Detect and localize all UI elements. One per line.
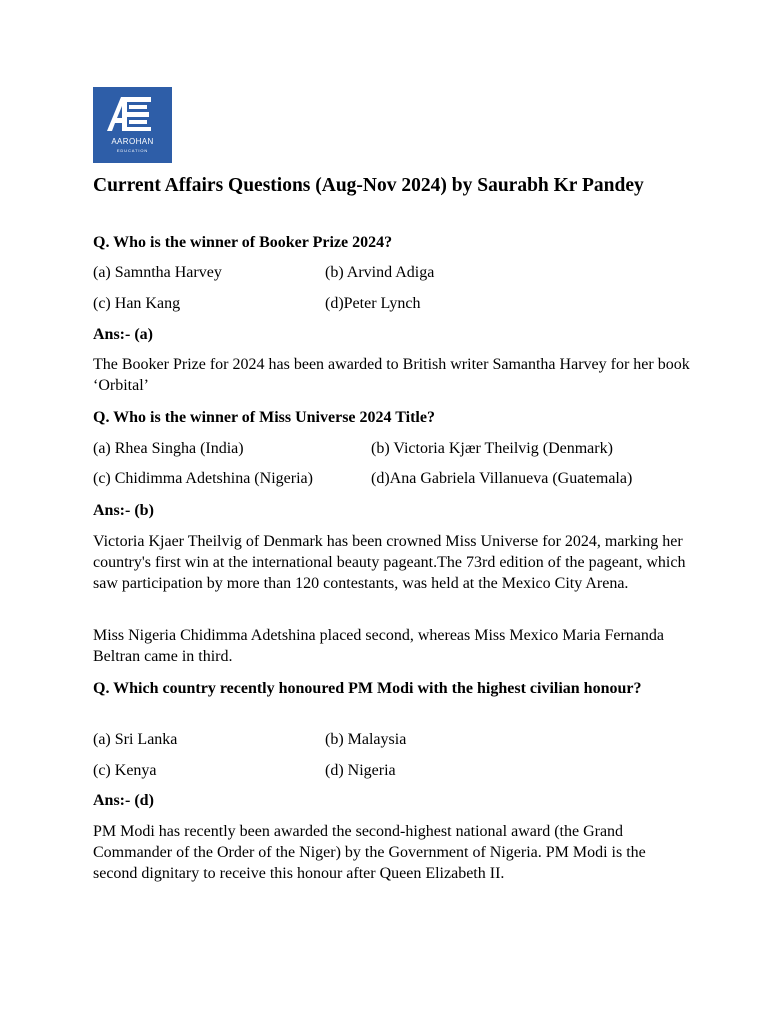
question-1: Q. Who is the winner of Booker Prize 2024? — [93, 234, 393, 251]
question-2: Q. Who is the winner of Miss Universe 2024 Title? — [93, 409, 435, 426]
logo-sub-text: EDUCATION — [116, 148, 149, 153]
q2-explanation-1: Victoria Kjaer Theilvig of Denmark has been crowned Miss Universe for 2024, marking her country's first win at the international beauty pageant.The 73rd edition of the pageant, which saw participation by more than 120 contestants, was held at the Mexico City Arena. — [93, 533, 686, 592]
q3-option-c: (c) Kenya — [93, 762, 157, 779]
question-3: Q. Which country recently honoured PM Modi with the highest civilian honour? — [93, 680, 642, 697]
q2-option-b: (b) Victoria Kjær Theilvig (Denmark) — [371, 440, 613, 457]
q2-option-a: (a) Rhea Singha (India) — [93, 440, 244, 457]
q1-option-c: (c) Han Kang — [93, 295, 181, 312]
q2-option-c: (c) Chidimma Adetshina (Nigeria) — [93, 470, 313, 487]
aarohan-logo-mark — [93, 87, 172, 137]
q1-option-a: (a) Samntha Harvey — [93, 264, 222, 281]
aarohan-logo — [93, 87, 172, 163]
q1-option-b: (b) Arvind Adiga — [325, 264, 435, 281]
q1-answer: Ans:- (a) — [93, 326, 153, 343]
q3-answer: Ans:- (d) — [93, 792, 154, 809]
q3-explanation: PM Modi has recently been awarded the second-highest national award (the Grand Commander of the Order of the Niger) by the Government of Nigeria. PM Modi is the second dignitary to receive this honour after Queen Elizabeth II. — [93, 823, 646, 882]
q1-explanation: The Booker Prize for 2024 has been awarded to British writer Samantha Harvey for her book ‘Orbital’ — [93, 356, 690, 394]
q3-option-d: (d) Nigeria — [325, 762, 396, 779]
q3-option-b: (b) Malaysia — [325, 731, 407, 748]
q3-option-a: (a) Sri Lanka — [93, 731, 178, 748]
q2-answer: Ans:- (b) — [93, 502, 154, 519]
document-title: Current Affairs Questions (Aug-Nov 2024) by Saurabh Kr Pandey — [93, 175, 644, 196]
q2-explanation-2: Miss Nigeria Chidimma Adetshina placed second, whereas Miss Mexico Maria Fernanda Beltran came in third. — [93, 627, 664, 665]
logo-brand-text: AAROHAN — [111, 137, 154, 146]
q2-option-d: (d)Ana Gabriela Villanueva (Guatemala) — [371, 470, 633, 487]
q1-option-d: (d)Peter Lynch — [325, 295, 421, 312]
